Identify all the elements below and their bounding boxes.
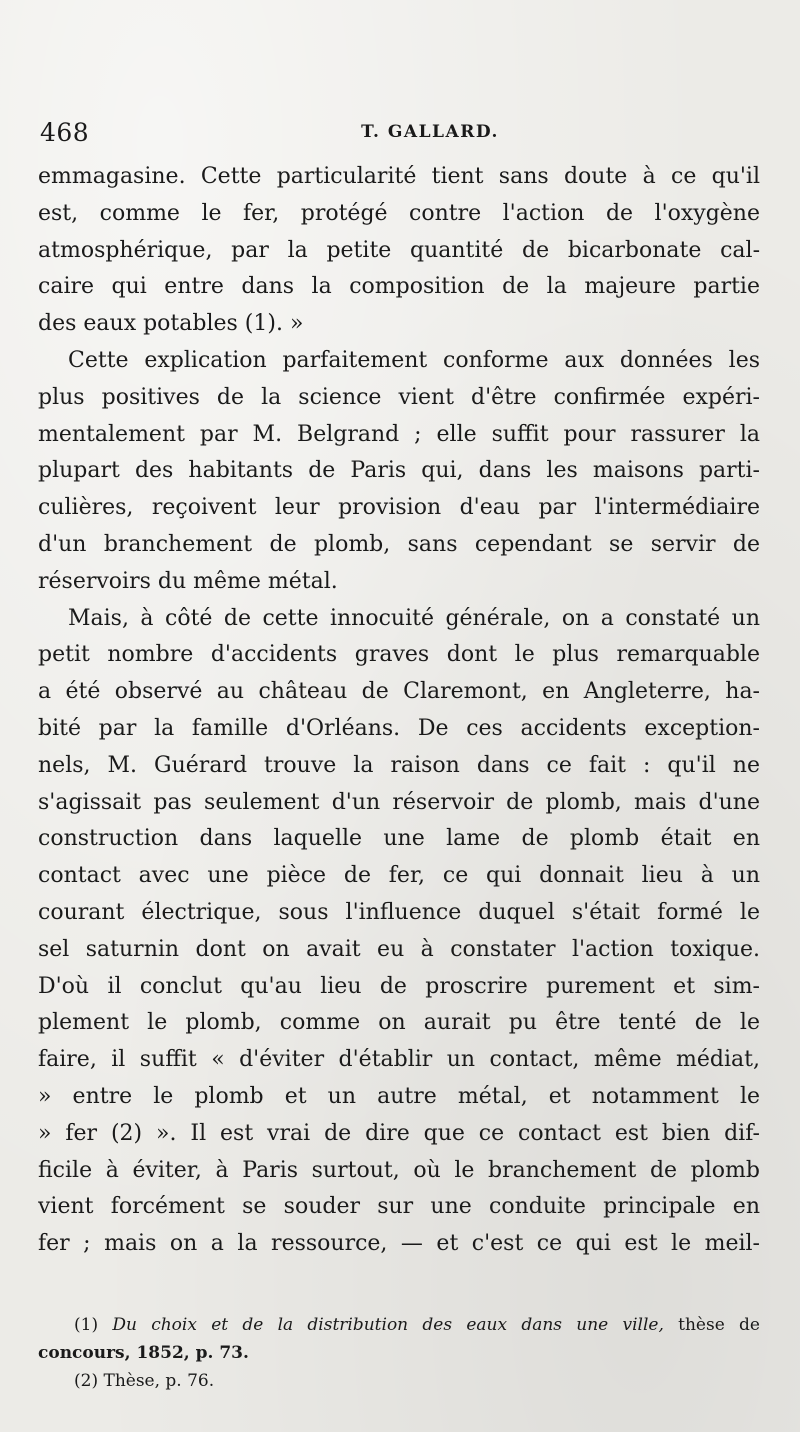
page-number: 468 <box>40 118 90 147</box>
text-line: mentalement par M. Belgrand ; elle suffit pour rassurer la <box>38 421 760 447</box>
text-line: fer ; mais on a la ressource, — et c'est ce qui est le meil- <box>38 1231 760 1257</box>
text-line: est, comme le fer, protégé contre l'action de l'oxygène <box>38 200 760 226</box>
text-line: emmagasine. Cette particularité tient sans doute à ce qu'il <box>38 164 760 189</box>
footnote-1-continuation: concours, 1852, p. 73. <box>38 1343 249 1363</box>
text-line: plupart des habitants de Paris qui, dans les maisons parti- <box>38 458 760 484</box>
text-line: d'un branchement de plomb, sans cependant se servir de <box>38 531 760 557</box>
text-line: ficile à éviter, à Paris surtout, où le branchement de plomb <box>38 1157 760 1183</box>
text-line: contact avec une pièce de fer, ce qui donnait lieu à un <box>38 863 760 889</box>
body-text <box>38 159 760 1263</box>
text-line: » entre le plomb et un autre métal, et notamment le <box>38 1083 760 1109</box>
text-line: s'agissait pas seulement d'un réservoir de plomb, mais d'une <box>38 789 760 815</box>
footnotes <box>38 1312 760 1396</box>
text-line: atmosphérique, par la petite quantité de bicarbonate cal- <box>38 237 760 263</box>
text-line: Mais, à côté de cette innocuité générale, on a constaté un <box>68 605 760 631</box>
text-line: des eaux potables (1). » <box>38 311 304 337</box>
text-line: plus positives de la science vient d'être confirmée expéri- <box>38 384 760 410</box>
text-line: réservoirs du même métal. <box>38 568 338 594</box>
footnote-1-rest: thèse de <box>678 1315 760 1335</box>
text-line: courant électrique, sous l'influence duquel s'était formé le <box>38 899 760 925</box>
text-line: vient forcément se souder sur une conduite principale en <box>38 1194 760 1220</box>
text-line: a été observé au château de Claremont, en Angleterre, ha- <box>38 679 760 705</box>
text-line: D'où il conclut qu'au lieu de proscrire purement et sim- <box>38 973 760 999</box>
text-line: bité par la famille d'Orléans. De ces accidents exception- <box>38 715 760 741</box>
text-line: sel saturnin dont on avait eu à constater l'action toxique. <box>38 936 760 962</box>
text-line: faire, il suffit « d'éviter d'établir un contact, même médiat, <box>38 1047 760 1073</box>
text-line: » fer (2) ». Il est vrai de dire que ce contact est bien dif- <box>38 1120 760 1146</box>
text-line: culières, reçoivent leur provision d'eau par l'intermédiaire <box>38 495 760 521</box>
footnote-2: (2) Thèse, p. 76. <box>74 1371 215 1391</box>
text-line: nels, M. Guérard trouve la raison dans ce fait : qu'il ne <box>38 752 760 778</box>
text-line: petit nombre d'accidents graves dont le plus remarquable <box>38 642 760 668</box>
text-line: Cette explication parfaitement conforme aux données les <box>68 347 760 373</box>
footnote-1-title: Du choix et de la distribution des eaux dans une ville, <box>112 1315 664 1335</box>
text-line: construction dans laquelle une lame de plomb était en <box>38 826 760 852</box>
text-line: caire qui entre dans la composition de la majeure partie <box>38 274 760 300</box>
page-header <box>40 118 760 148</box>
running-head: T. GALLARD. <box>361 122 499 142</box>
footnote-1-marker: (1) <box>74 1315 99 1335</box>
text-line: plement le plomb, comme on aurait pu être tenté de le <box>38 1010 760 1036</box>
footnote-1 <box>38 1312 760 1340</box>
